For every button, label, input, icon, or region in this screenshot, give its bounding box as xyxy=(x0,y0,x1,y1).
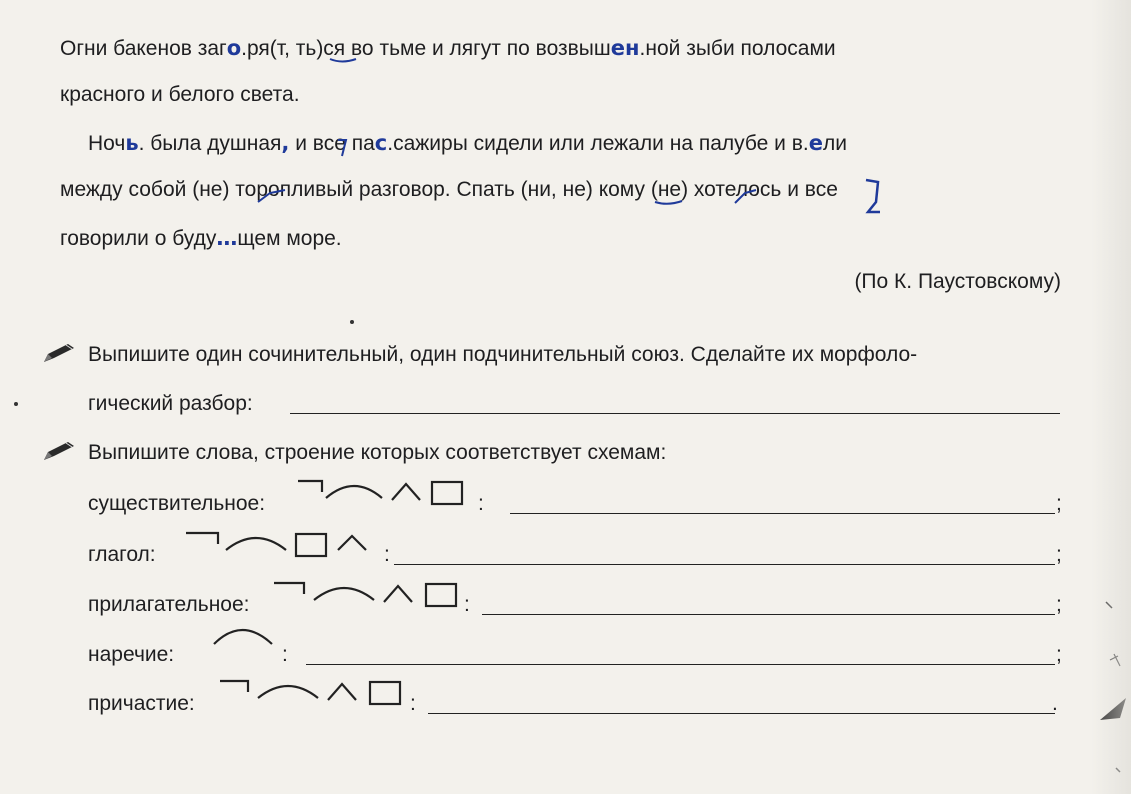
handwritten-letter: … xyxy=(216,226,238,250)
author-attribution: (По К. Паустовскому) xyxy=(854,270,1061,293)
colon: : xyxy=(410,692,416,715)
text-segment: и все па xyxy=(289,132,375,155)
paragraph2-line3 xyxy=(60,224,342,253)
end-punct: ; xyxy=(1056,543,1062,566)
text-segment: Огни бакенов заг xyxy=(60,37,227,60)
pencil-icon xyxy=(42,342,76,364)
colon: : xyxy=(478,492,484,515)
end-punct: ; xyxy=(1056,492,1062,515)
scan-shadow xyxy=(1091,0,1131,794)
paragraph2-line1 xyxy=(88,129,847,158)
text-segment: . была душная xyxy=(138,132,282,155)
colon: : xyxy=(282,643,288,666)
morpheme-scheme-adjective xyxy=(272,578,472,612)
answer-line[interactable] xyxy=(428,713,1055,714)
morpheme-scheme-adverb xyxy=(210,620,280,650)
morpheme-scheme-noun xyxy=(296,476,476,510)
text-segment: Ноч xyxy=(88,132,126,155)
paragraph1-line2: красного и белого света. xyxy=(60,83,300,106)
text-segment: .ной зыби полосами xyxy=(639,37,836,60)
answer-line[interactable] xyxy=(290,413,1060,414)
text-segment: говорили о буду xyxy=(60,227,217,250)
colon: : xyxy=(464,593,470,616)
task1-line1: Выпишите один сочинительный, один подчинительный союз. Сделайте их морфоло- xyxy=(88,343,918,366)
handwritten-letter: с xyxy=(374,131,388,155)
task2-title: Выпишите слова, строение которых соответствует схемам: xyxy=(88,441,667,464)
colon: : xyxy=(384,543,390,566)
answer-line[interactable] xyxy=(394,564,1055,565)
handwritten-letter: ь xyxy=(125,131,139,155)
handwritten-letter: е xyxy=(808,131,823,155)
handwritten-letter: ен xyxy=(610,36,640,60)
pencil-icon xyxy=(42,440,76,462)
answer-line[interactable] xyxy=(510,513,1055,514)
answer-line[interactable] xyxy=(306,664,1055,665)
end-punct: ; xyxy=(1056,593,1062,616)
task1-line2: гический разбор: xyxy=(88,392,253,415)
paragraph2-line2: между собой (не) торопливый разговор. Спать (ни, не) кому (не) хотелось и все xyxy=(60,178,838,201)
answer-line[interactable] xyxy=(482,614,1055,615)
text-segment: .ря(т, ть)ся во тьме и лягут по возвыш xyxy=(241,37,611,60)
handwritten-comma: , xyxy=(281,131,290,155)
row-label-adjective: прилагательное: xyxy=(88,593,250,616)
row-label-adverb: наречие: xyxy=(88,643,175,666)
paragraph1-line1 xyxy=(60,34,836,63)
text-segment: ли xyxy=(823,132,847,155)
handwritten-letter: о xyxy=(226,36,242,60)
text-segment: .сажиры сидели или лежали на палубе и в. xyxy=(387,132,809,155)
end-punct: ; xyxy=(1056,643,1062,666)
morpheme-scheme-verb xyxy=(184,528,384,562)
morpheme-scheme-participle xyxy=(218,676,418,710)
speck xyxy=(350,320,354,324)
text-segment: щем море. xyxy=(237,227,342,250)
row-label-participle: причастие: xyxy=(88,692,195,715)
speck xyxy=(14,402,18,406)
end-punct: . xyxy=(1052,692,1058,715)
row-label-noun: существительное: xyxy=(88,492,266,515)
row-label-verb: глагол: xyxy=(88,543,156,566)
